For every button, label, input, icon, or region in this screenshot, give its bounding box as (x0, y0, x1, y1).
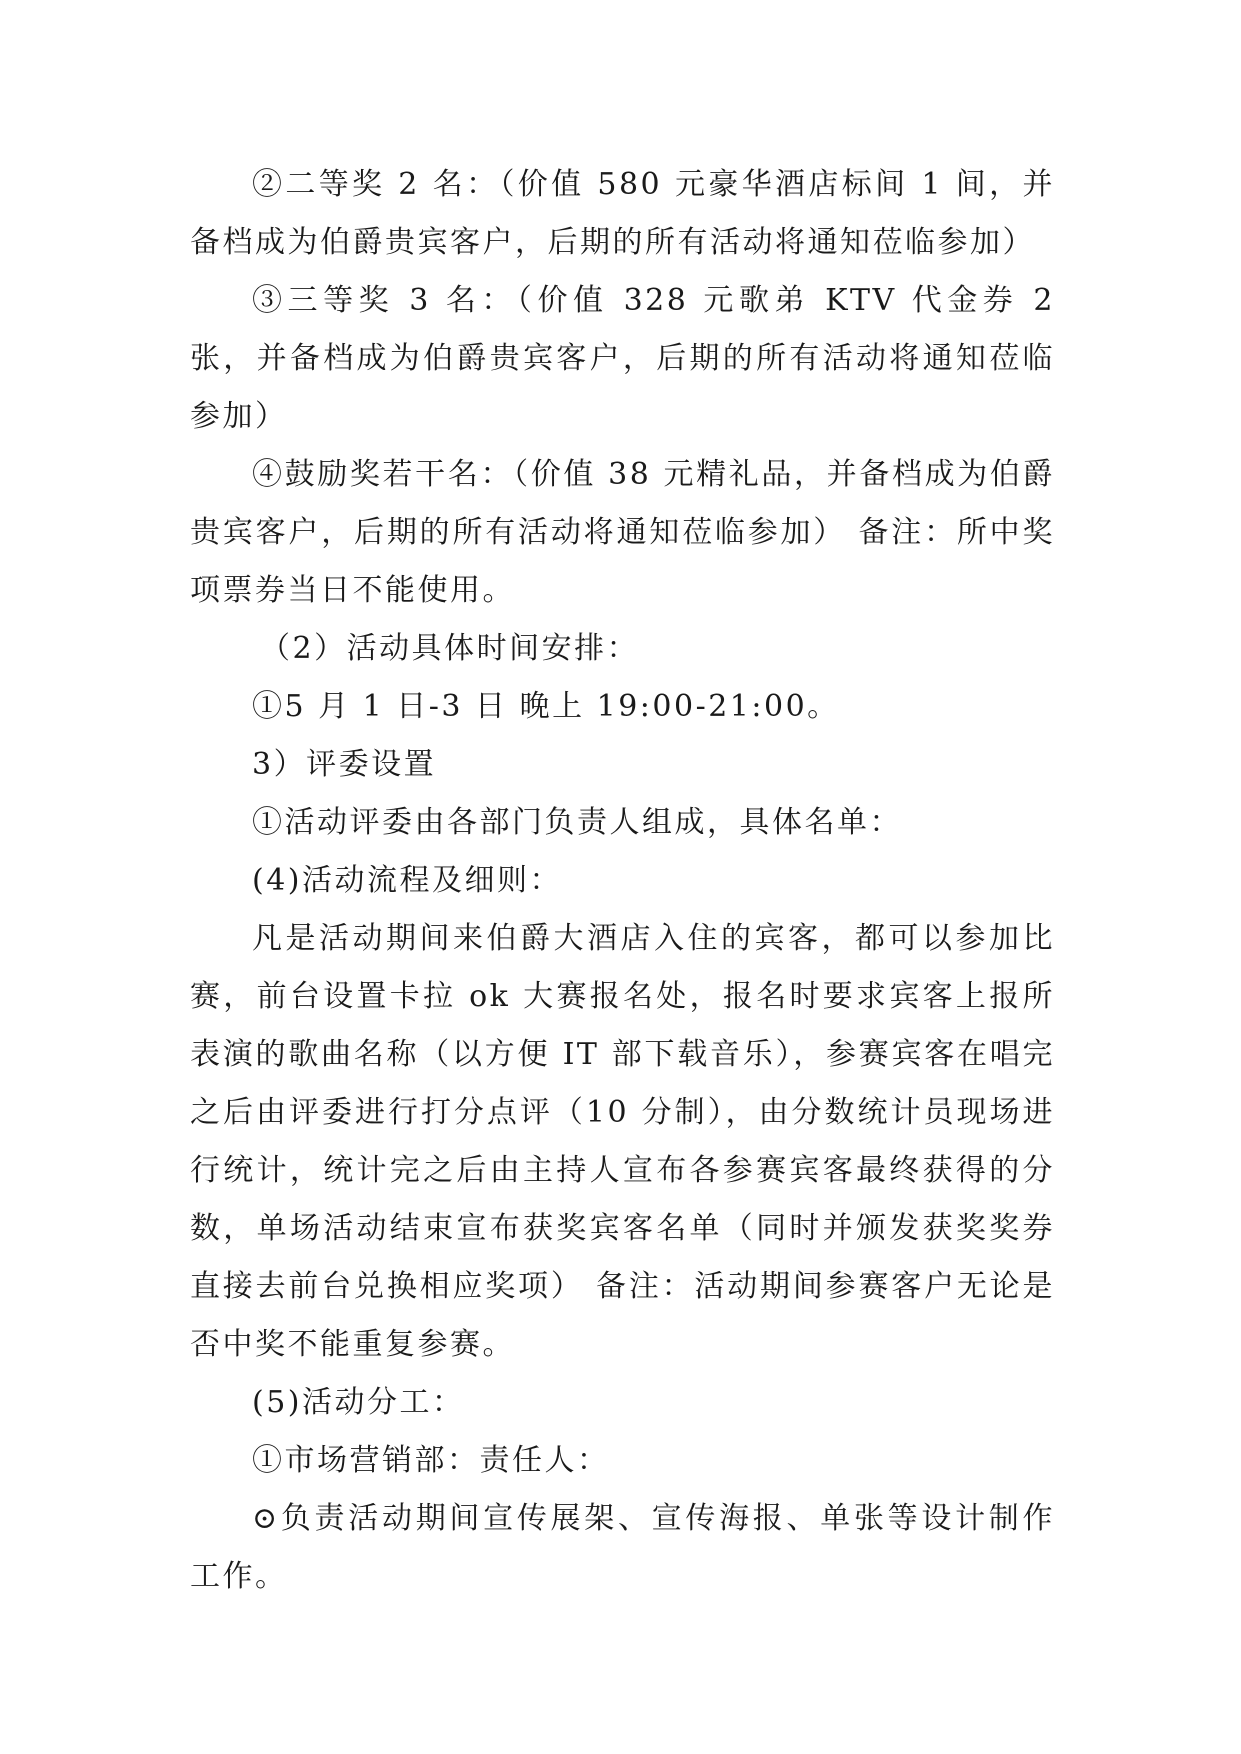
paragraph-process-details: 凡是活动期间来伯爵大酒店入住的宾客，都可以参加比赛，前台设置卡拉 ok 大赛报名处，报名时要求宾客上报所表演的歌曲名称（以方便 IT 部下载音乐），参赛宾客在唱完之后由评委进行打分点评（10 分制），由分数统计员现场进行统计，统计完之后由主持人宣布各参赛宾客最终获得的分数，单场活动结束宣布获奖宾客名单（同时并颁发获奖奖券直接去前台兑换相应奖项） 备注：活动期间参赛客户无论是否中奖不能重复参赛。 (190, 921, 1055, 1362)
paragraph-marketing-duty: ⊙负责活动期间宣传展架、宣传海报、单张等设计制作工作。 (190, 1501, 1055, 1594)
paragraph-schedule-heading: （2）活动具体时间安排： (260, 631, 640, 666)
paragraph-judges-list: ①活动评委由各部门负责人组成，具体名单： (252, 805, 902, 840)
paragraph-marketing-dept: ①市场营销部：责任人： (252, 1443, 610, 1478)
paragraph-division-heading: (5)活动分工： (252, 1385, 465, 1420)
paragraph-judges-heading: 3）评委设置 (252, 747, 437, 782)
paragraph-third-prize: ③三等奖 3 名：（价值 328 元歌弟 KTV 代金券 2 张，并备档成为伯爵贵宾客户，后期的所有活动将通知莅临参加） (190, 283, 1055, 434)
paragraph-encouragement-prize: ④鼓励奖若干名：（价值 38 元精礼品，并备档成为伯爵贵宾客户，后期的所有活动将通知莅临参加） 备注：所中奖项票券当日不能使用。 (190, 457, 1055, 608)
document-body (190, 156, 1055, 1606)
paragraph-second-prize: ②二等奖 2 名：（价值 580 元豪华酒店标间 1 间，并备档成为伯爵贵宾客户，后期的所有活动将通知莅临参加） (190, 167, 1055, 260)
paragraph-schedule-time: ①5 月 1 日-3 日 晚上 19:00-21:00。 (252, 689, 840, 724)
paragraph-process-heading: (4)活动流程及细则： (252, 863, 562, 898)
